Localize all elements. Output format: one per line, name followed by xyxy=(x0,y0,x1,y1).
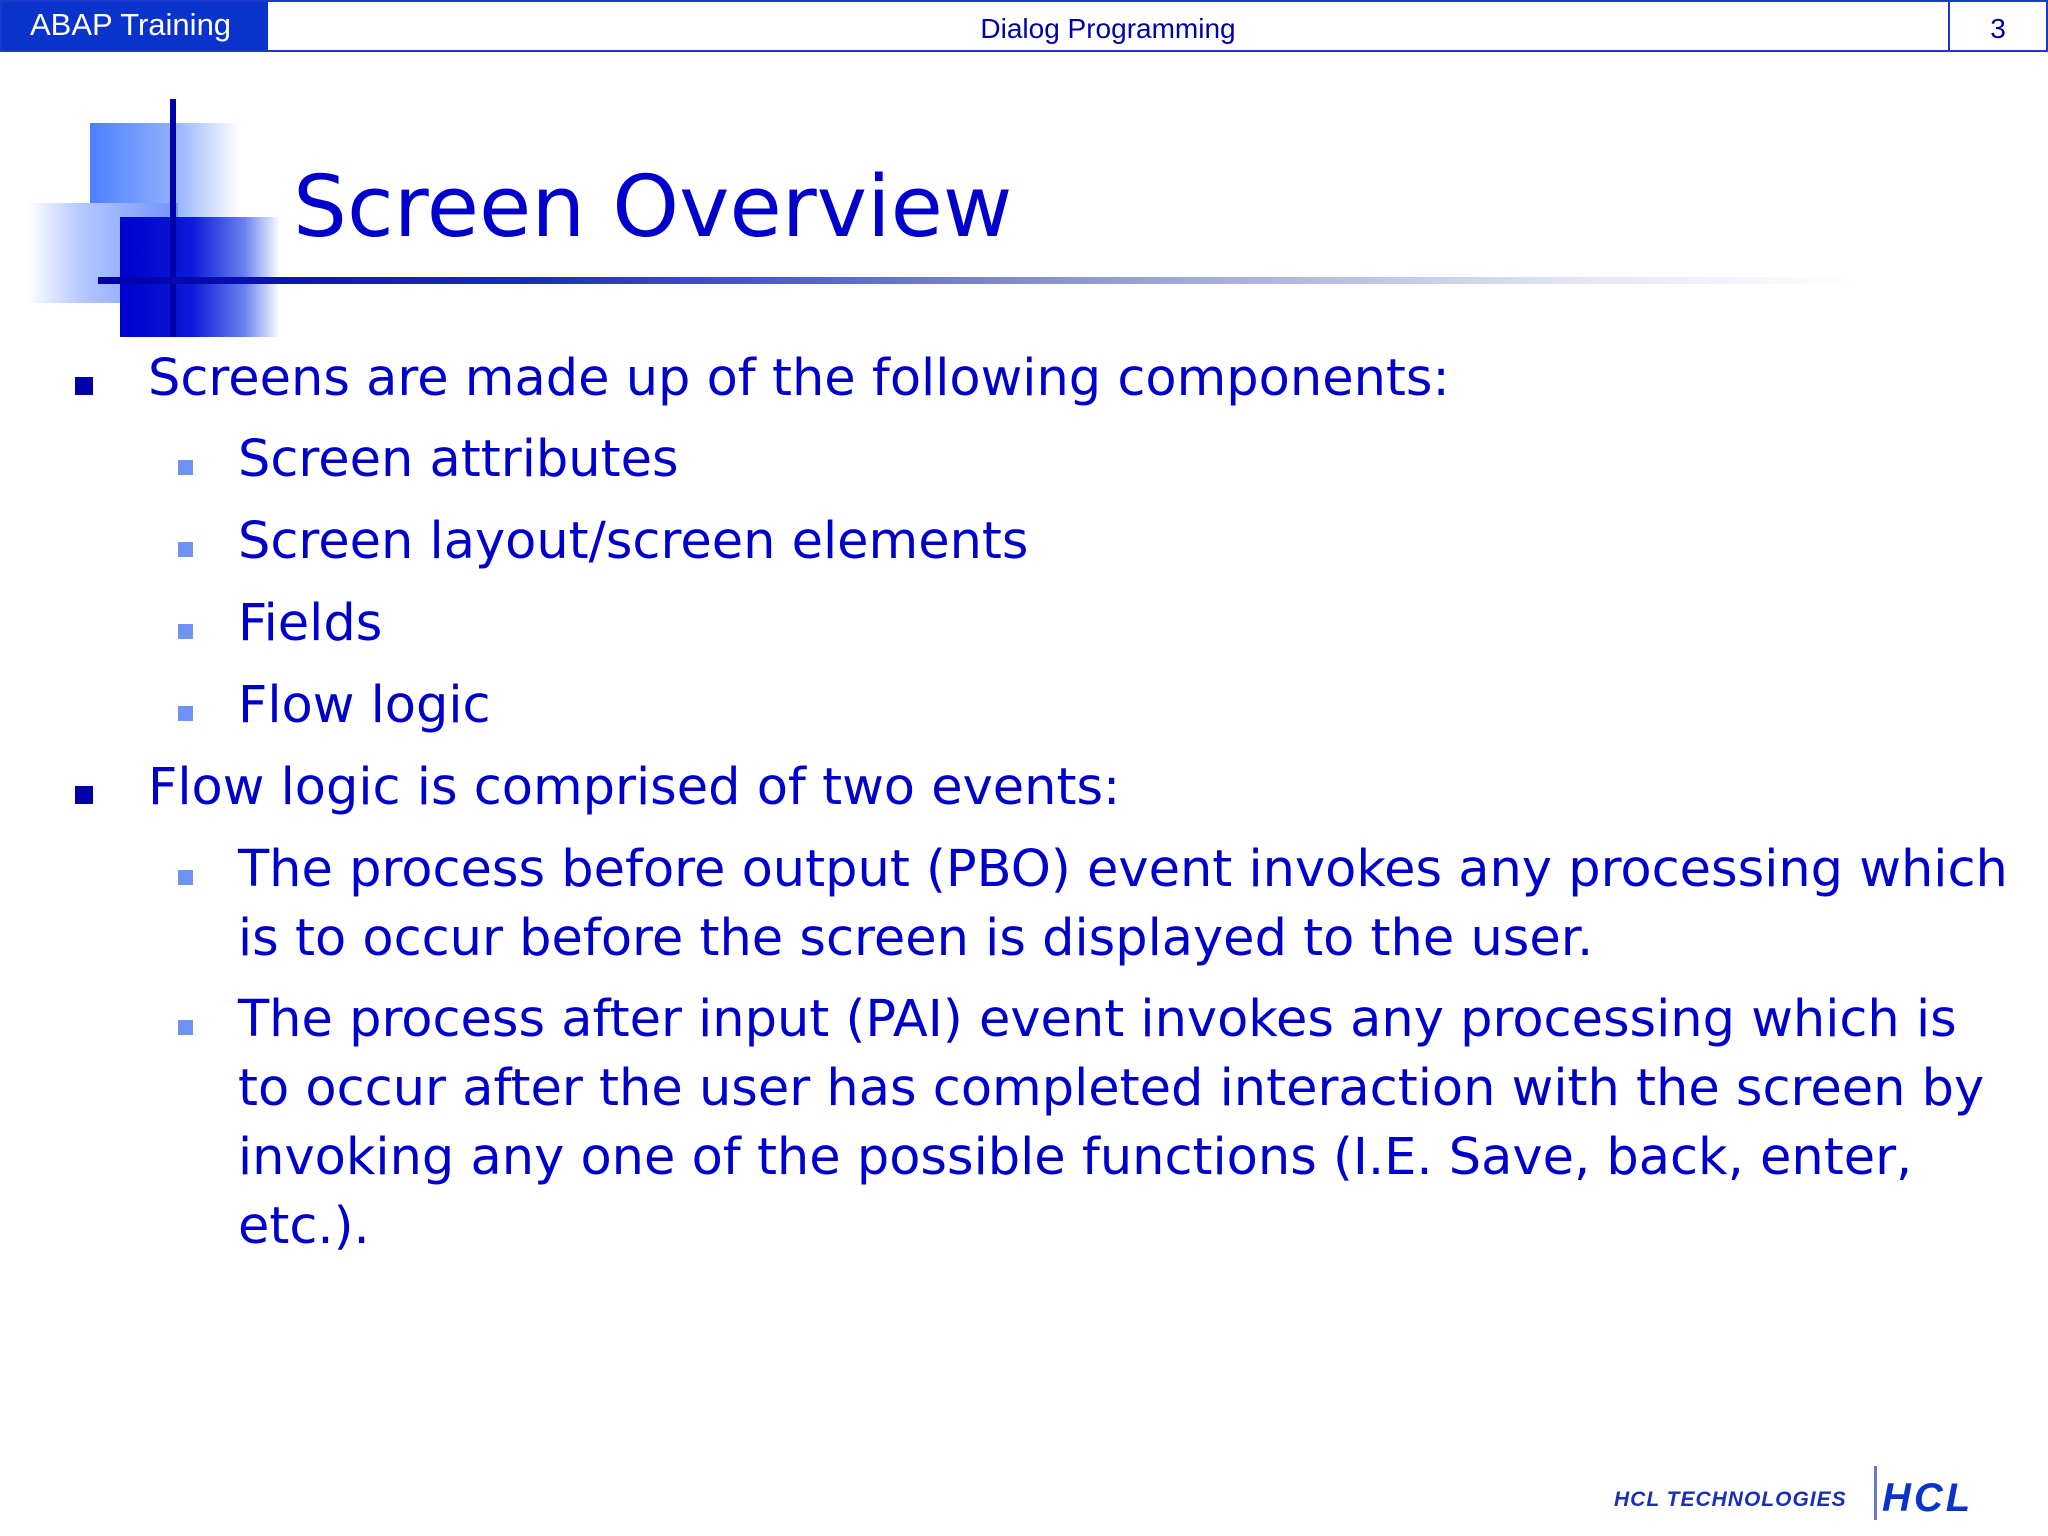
sub-bullet-item: Flow logic xyxy=(238,676,491,735)
logo-divider xyxy=(1874,1466,1877,1520)
bullet-item: Screens are made up of the following components: xyxy=(148,349,1450,408)
topic-label: Dialog Programming xyxy=(980,13,1236,44)
sub-bullet-item: The process before output (PBO) event invokes any processing which is to occur before the screen is displayed to the user. xyxy=(238,840,2008,968)
sub-bullet-marker xyxy=(178,1020,193,1035)
sub-bullet-item: Screen layout/screen elements xyxy=(238,512,1029,571)
title-decoration xyxy=(0,95,300,345)
brand-mark: HCL xyxy=(1882,1476,1974,1520)
sub-bullet-item: Screen attributes xyxy=(238,430,679,489)
sub-bullet-marker xyxy=(178,706,193,721)
company-name: HCL TECHNOLOGIES xyxy=(1614,1488,1847,1511)
page-number: 3 xyxy=(1948,2,2046,50)
bullet-marker xyxy=(75,377,93,395)
decor-vertical-line xyxy=(170,99,176,337)
sub-bullet-marker xyxy=(178,870,193,885)
sub-bullet-marker xyxy=(178,542,193,557)
title-underline xyxy=(98,277,1858,284)
sub-bullet-item: Fields xyxy=(238,594,383,653)
slide-header xyxy=(0,0,2048,52)
bullet-marker xyxy=(75,786,93,804)
company-logo xyxy=(1610,1466,2030,1522)
sub-bullet-marker xyxy=(178,624,193,639)
course-label: ABAP Training xyxy=(2,2,268,50)
slide-title: Screen Overview xyxy=(293,158,1013,257)
sub-bullet-marker xyxy=(178,460,193,475)
sub-bullet-item: The process after input (PAI) event invokes any processing which is to occur after the user has completed interaction with the screen by invoking any one of the possible functions (I.E. Save, back, enter, etc.). xyxy=(238,990,1985,1256)
bullet-item: Flow logic is comprised of two events: xyxy=(148,758,1121,817)
